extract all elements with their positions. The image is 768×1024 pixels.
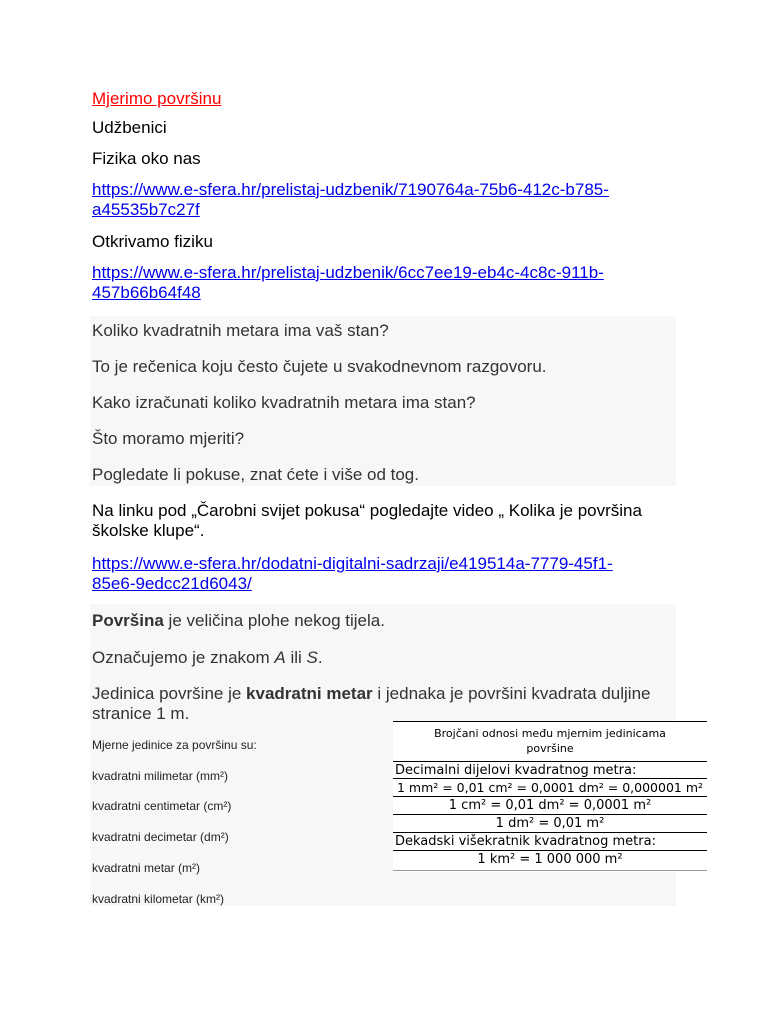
unit-name: kvadratni metar <box>246 684 373 703</box>
book2-name: Otkrivamo fiziku <box>92 232 213 251</box>
video-instruction-line2: školske klupe“. <box>92 521 205 540</box>
unit-item: kvadratni decimetar (dm²) <box>92 830 229 844</box>
book1-name: Fizika oko nas <box>92 149 201 168</box>
intro-question-2: To je rečenica koju često čujete u svakodnevnom razgovoru. <box>92 357 547 376</box>
table-title-line1: Brojčani odnosi među mjernim jedinicama <box>434 727 666 740</box>
unit-item: kvadratni centimetar (cm²) <box>92 799 232 813</box>
unit-intro: Jedinica površine je <box>92 684 247 703</box>
intro-question-4: Što moramo mjeriti? <box>92 429 245 448</box>
intro-question-3: Kako izračunati koliko kvadratnih metara ima stan? <box>92 393 476 412</box>
definition-line3 <box>92 684 650 704</box>
symbol-or: ili <box>285 648 307 667</box>
symbol-s: S <box>306 648 318 667</box>
intro-question-5: Pogledate li pokuse, znat ćete i više od tog. <box>92 465 419 484</box>
table-top-border <box>393 721 707 722</box>
definition-text: je veličina plohe nekog tijela. <box>163 611 385 630</box>
book1-link[interactable] <box>92 180 609 220</box>
table-row-km: 1 km² = 1 000 000 m² <box>393 851 707 871</box>
video-link-line1[interactable]: https://www.e-sfera.hr/dodatni-digitalni-sadrzaji/e419514a-7779-45f1- <box>92 554 613 573</box>
unit-description: i jednaka je površini kvadrata duljine <box>372 684 651 703</box>
unit-item: kvadratni metar (m²) <box>92 861 201 875</box>
symbol-intro: Označujemo je znakom <box>92 648 275 667</box>
definition-line2 <box>92 648 323 668</box>
textbooks-heading: Udžbenici <box>92 118 167 137</box>
book1-link-line1[interactable]: https://www.e-sfera.hr/prelistaj-udzbenik/7190764a-75b6-412c-b785- <box>92 180 609 199</box>
definition-line4: stranice 1 m. <box>92 704 190 723</box>
table-decimal-heading: Decimalni dijelovi kvadratnog metra: <box>393 762 707 779</box>
video-link[interactable] <box>92 554 613 594</box>
intro-question-1: Koliko kvadratnih metara ima vaš stan? <box>92 321 389 340</box>
symbol-end: . <box>317 648 323 667</box>
book2-link-line2[interactable]: 457b66b64f48 <box>92 283 201 302</box>
table-row-dm: 1 dm² = 0,01 m² <box>393 815 707 833</box>
book2-link-line1[interactable]: https://www.e-sfera.hr/prelistaj-udzbenik/6cc7ee19-eb4c-4c8c-911b- <box>92 263 604 282</box>
table-decadic-heading: Dekadski višekratnik kvadratnog metra: <box>393 833 707 851</box>
definition-line1 <box>92 611 385 631</box>
video-link-line2[interactable]: 85e6-9edcc21d6043/ <box>92 574 252 593</box>
unit-item: kvadratni kilometar (km²) <box>92 892 225 906</box>
book2-link[interactable] <box>92 263 604 303</box>
video-instruction-line1: Na linku pod „Čarobni svijet pokusa“ pogledajte video „ Kolika je površina <box>92 501 642 520</box>
definition-term: Površina <box>92 611 164 630</box>
symbol-a: A <box>274 648 286 667</box>
unit-item: kvadratni milimetar (mm²) <box>92 769 229 783</box>
book1-link-line2[interactable]: a45535b7c27f <box>92 200 200 219</box>
units-heading: Mjerne jedinice za površinu su: <box>92 738 257 752</box>
table-title <box>393 726 707 762</box>
table-row-mm: 1 mm² = 0,01 cm² = 0,0001 dm² = 0,000001 m² <box>393 779 707 797</box>
page-title: Mjerimo površinu <box>92 89 222 108</box>
table-row-cm: 1 cm² = 0,01 dm² = 0,0001 m² <box>393 797 707 815</box>
table-title-line2: površine <box>526 742 574 755</box>
